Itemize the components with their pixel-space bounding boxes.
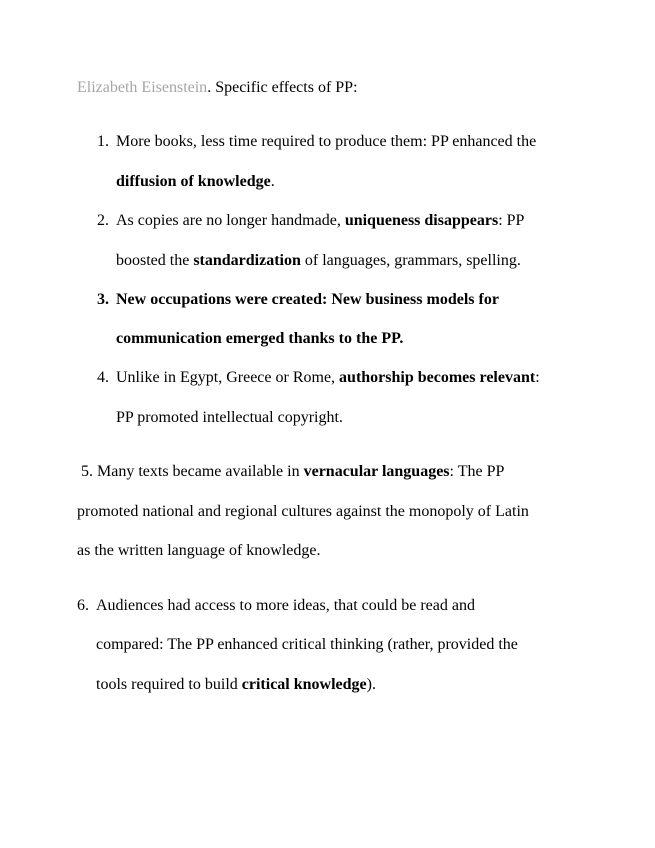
list-bold-text: communication emerged thanks to the PP.	[116, 330, 404, 347]
list-bold-text: standardization	[193, 252, 301, 269]
paragraph-line: as the written language of knowledge.	[77, 542, 321, 559]
list-text: :	[535, 369, 540, 386]
paragraph-line	[77, 462, 504, 482]
heading	[77, 78, 358, 98]
paragraph-bold-text: vernacular languages	[303, 463, 450, 480]
list-number: 6.	[77, 597, 89, 614]
author-name: Elizabeth Eisenstein	[77, 79, 208, 96]
list-item-line: Audiences had access to more ideas, that could be read and	[96, 597, 475, 614]
list-text: of languages, grammars, spelling.	[300, 252, 521, 269]
list-text: More books, less time required to produce them: PP enhanced the	[116, 133, 537, 150]
list-item-line	[116, 368, 540, 388]
list-bold-text: authorship becomes relevant	[339, 369, 536, 386]
list-bold-text: uniqueness disappears	[344, 212, 499, 229]
heading-text: . Specific effects of PP:	[207, 79, 358, 96]
list-item-line	[116, 211, 524, 231]
list-bold-text: New occupations were created: New business models for	[116, 291, 499, 308]
list-text: As copies are no longer handmade,	[116, 212, 345, 229]
list-item-line	[116, 251, 521, 271]
list-item-line	[116, 408, 343, 428]
list-bold-text: diffusion of knowledge	[116, 173, 271, 190]
list-number: 4.	[97, 369, 109, 386]
list-item-line	[96, 675, 376, 695]
list-item-line	[116, 329, 403, 349]
paragraph-text: 5. Many texts became available in	[77, 463, 304, 480]
list-text: : PP	[498, 212, 525, 229]
paragraph-text: : The PP	[449, 463, 505, 480]
list-text: PP promoted intellectual copyright.	[116, 409, 343, 426]
list-text: Unlike in Egypt, Greece or Rome,	[116, 369, 340, 386]
list-number: 3.	[97, 291, 109, 308]
list-bold-text: critical knowledge	[241, 676, 367, 693]
list-item-line	[116, 132, 536, 152]
list-text: boosted the	[116, 252, 194, 269]
list-text: .	[270, 173, 275, 190]
list-text: tools required to build	[96, 676, 242, 693]
list-text: ).	[366, 676, 376, 693]
list-item-line	[116, 290, 499, 310]
list-number: 1.	[97, 133, 109, 150]
list-number: 2.	[97, 212, 109, 229]
list-item-line: compared: The PP enhanced critical thinking (rather, provided the	[96, 636, 518, 653]
paragraph-line: promoted national and regional cultures against the monopoly of Latin	[77, 503, 529, 520]
list-item-line	[116, 172, 275, 192]
